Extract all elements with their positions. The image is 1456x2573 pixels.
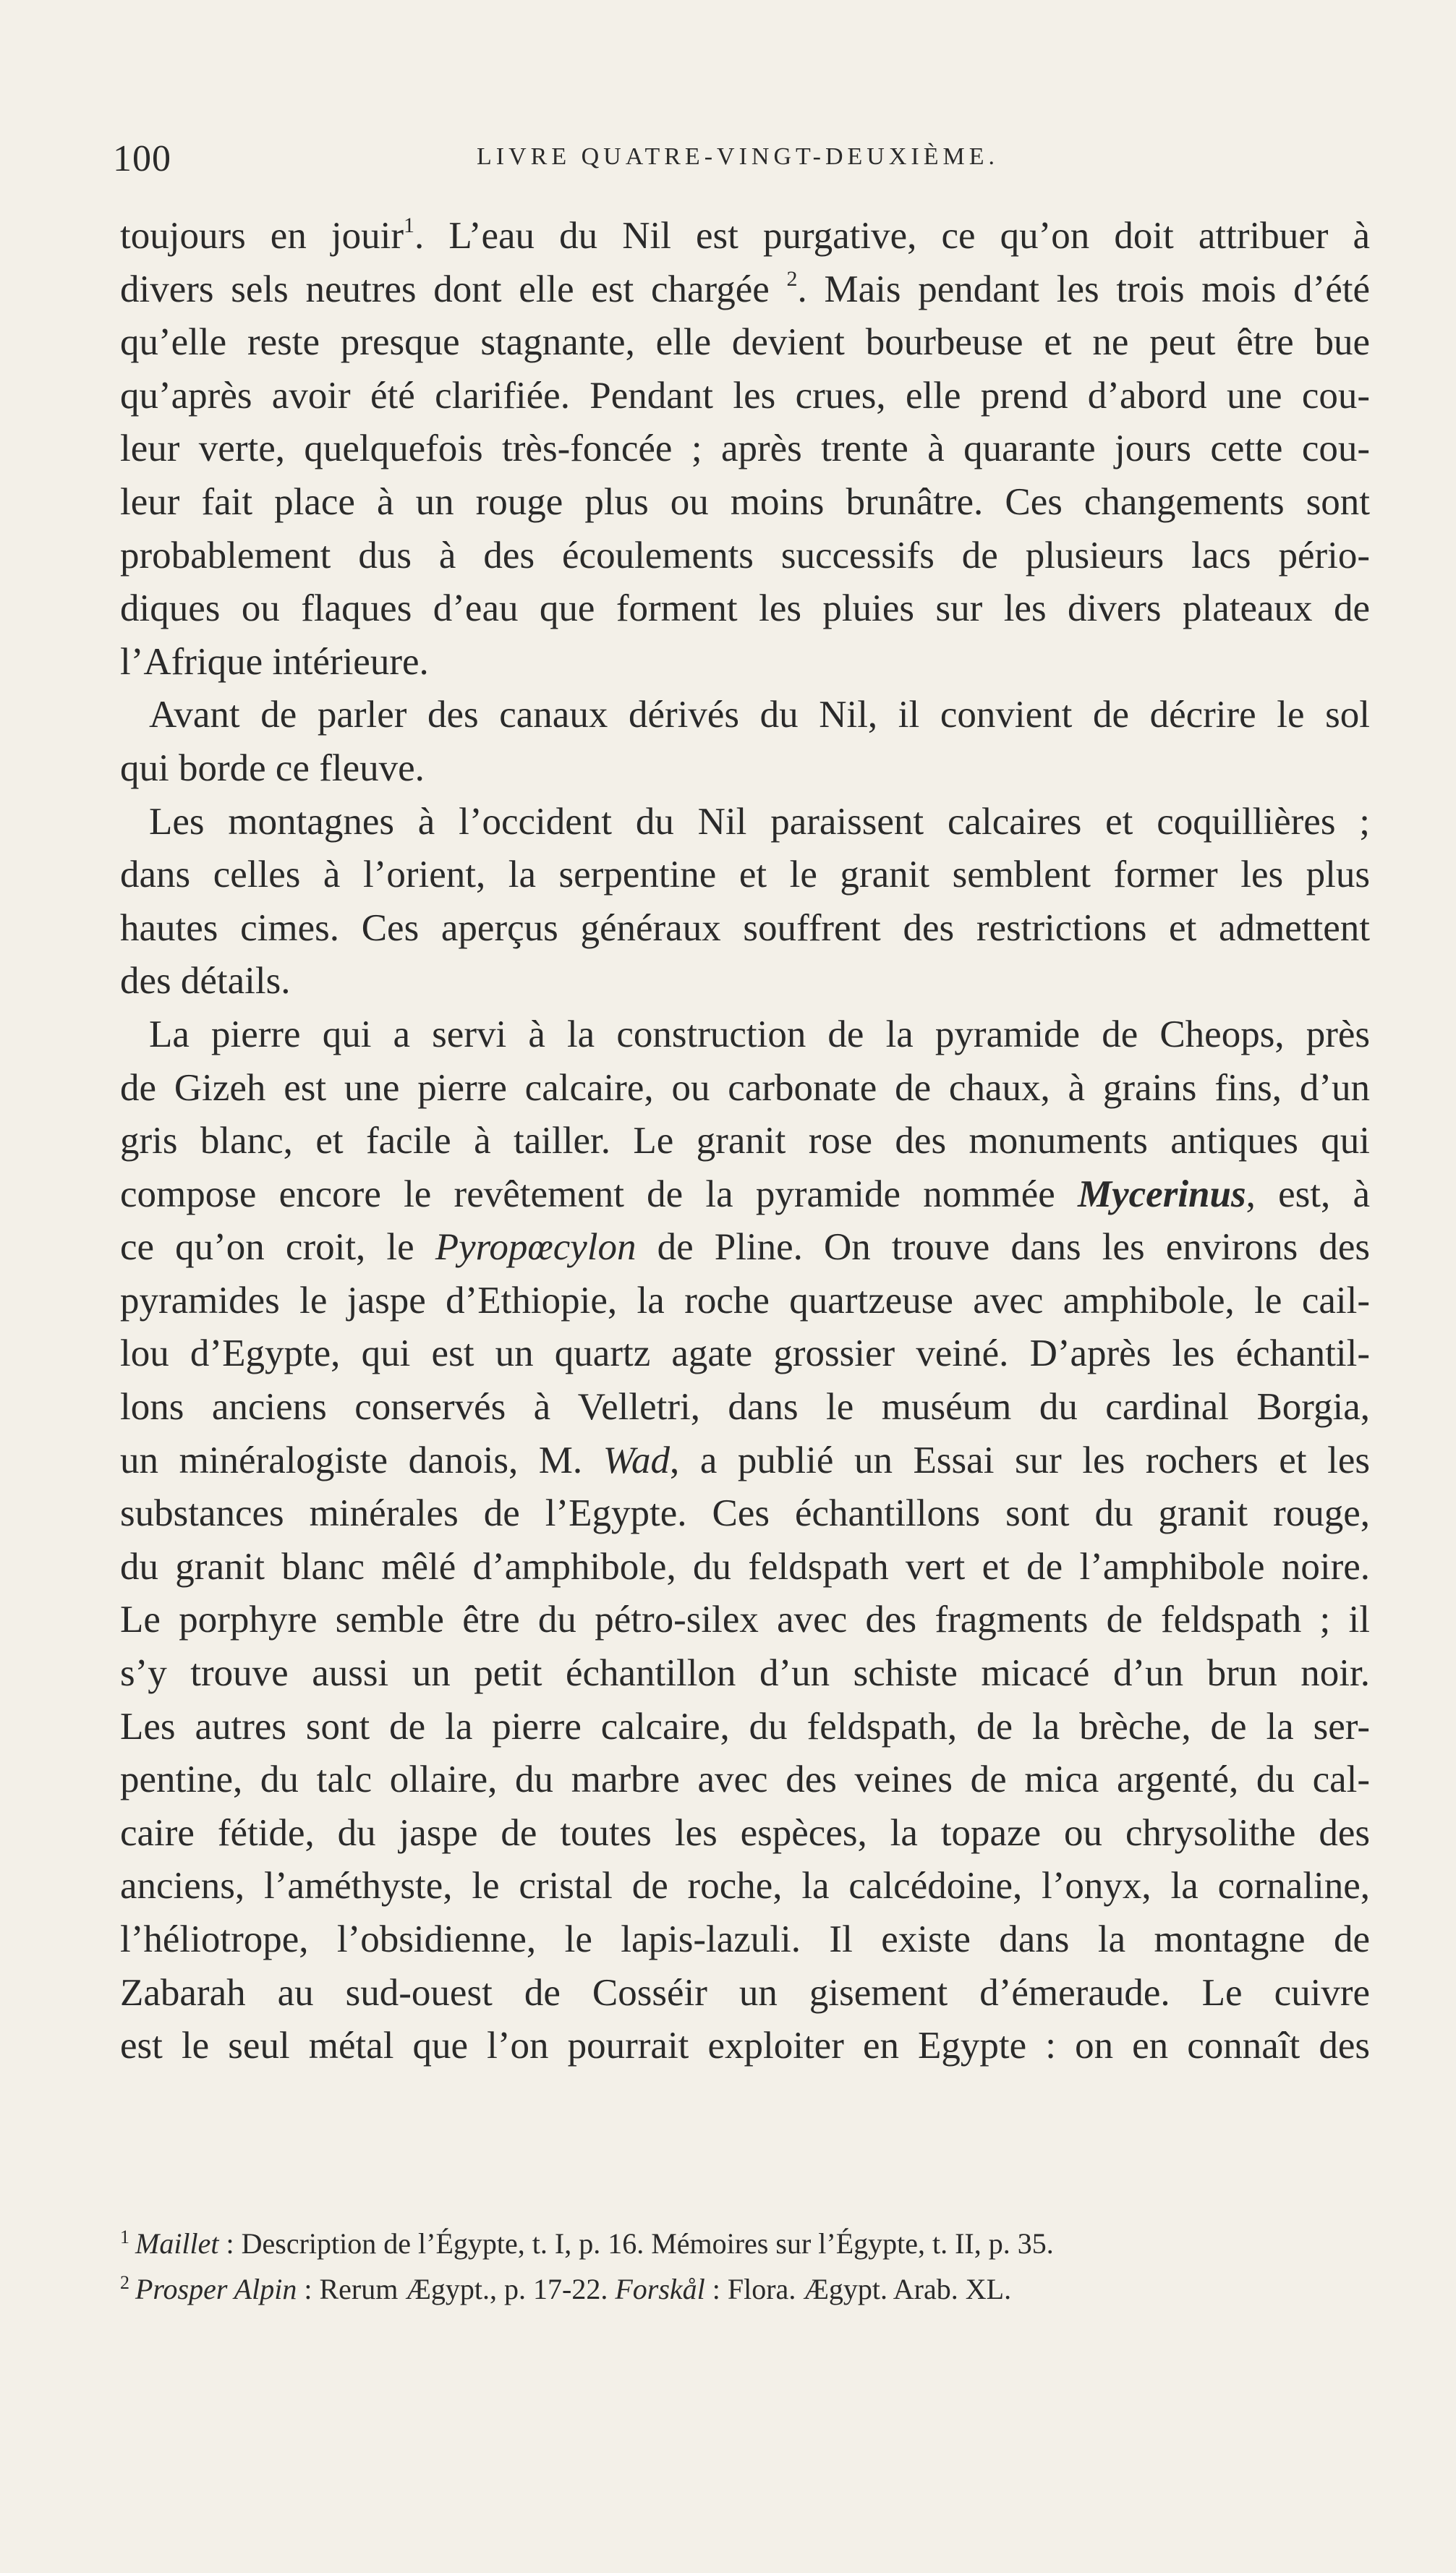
footnote-mark: 2 [120, 2272, 129, 2293]
text-line: divers sels neutres dont elle est chargée $^2$. Mais pendant les trois mois d’été [120, 266, 1370, 310]
text-line: qui borde ce fleuve. [120, 747, 425, 789]
text-line: pentine, du talc ollaire, du marbre avec des veines de mica argenté, du cal- [120, 1758, 1370, 1801]
running-head: LIVRE QUATRE-VINGT-DEUXIÈME. [477, 143, 999, 170]
text-line: de Gizeh est une pierre calcaire, ou carbonate de chaux, à grains fins, d’un [120, 1066, 1370, 1109]
page-header [101, 137, 1374, 188]
text-line: toujours en jouir$^1$. L’eau du Nil est purgative, ce qu’on doit attribuer à [120, 213, 1370, 257]
text-line: lou d’Egypte, qui est un quartz agate grossier veiné. D’après les échantil- [120, 1332, 1370, 1375]
footnote-ref: 2 [786, 266, 798, 291]
paragraph-start: La pierre qui a servi à la construction de la pyramide de Cheops, près [149, 1013, 1370, 1055]
paragraph-start: Avant de parler des canaux dérivés du Nil, il convient de décrire le sol [149, 694, 1370, 736]
italic-term: Pyropœcylon [435, 1226, 637, 1269]
italic-name: Wad [603, 1439, 670, 1481]
text-line: hautes cimes. Ces aperçus généraux souffrent des restrictions et admettent [120, 906, 1370, 949]
text-line: leur verte, quelquefois très-foncée ; après trente à quarante jours cette cou- [120, 428, 1370, 470]
footnote-text: : Description de l’Égypte, t. I, p. 16. Mémoires sur l’Égypte, t. II, p. 35. [218, 2227, 1054, 2260]
text-line: leur fait place à un rouge plus ou moins brunâtre. Ces changements sont [120, 480, 1370, 523]
footnote-ref: 1 [404, 213, 415, 237]
footnote-author: Prosper Alpin [135, 2273, 297, 2305]
text-line: du granit blanc mêlé d’amphibole, du feldspath vert et de l’amphibole noire. [120, 1545, 1370, 1588]
footnote-author: Maillet [135, 2227, 219, 2260]
footnote [120, 2263, 1370, 2309]
text-line: l’héliotrope, l’obsidienne, le lapis-lazuli. Il existe dans la montagne de [120, 1918, 1370, 1960]
text-line: caire fétide, du jaspe de toutes les espèces, la topaze ou chrysolithe des [120, 1811, 1370, 1854]
text-line: un minéralogiste danois, M. Wad, a publié un Essai sur les rochers et les [120, 1439, 1370, 1481]
text-line: est le seul métal que l’on pourrait exploiter en Egypte : on en connaît des [120, 2025, 1370, 2067]
footnote-mark: 1 [120, 2227, 129, 2247]
text-line: diques ou flaques d’eau que forment les pluies sur les divers plateaux de [120, 587, 1370, 630]
footnote-text: : Rerum Ægypt., p. 17-22. [297, 2273, 616, 2305]
text-line: Le porphyre semble être du pétro-silex avec des fragments de feldspath ; il [120, 1599, 1370, 1641]
text-line: gris blanc, et facile à tailler. Le granit rose des monuments antiques qui [120, 1120, 1370, 1162]
footnote-text: : Flora. Ægypt. Arab. XL. [704, 2273, 1012, 2305]
paragraph-start: Les montagnes à l’occident du Nil paraissent calcaires et coquillières ; [149, 800, 1370, 843]
text-line: ce qu’on croit, le Pyropœcylon de Pline. On trouve dans les environs des [120, 1226, 1370, 1269]
text-line: Les autres sont de la pierre calcaire, du feldspath, de la brèche, de la ser- [120, 1705, 1370, 1748]
text-line: l’Afrique intérieure. [120, 640, 429, 683]
body-text [120, 210, 1370, 2073]
text-line: compose encore le revêtement de la pyramide nommée Mycerinus, est, à [120, 1173, 1370, 1215]
text-line: probablement dus à des écoulements successifs de plusieurs lacs pério- [120, 534, 1370, 577]
footnote [120, 2218, 1370, 2263]
text-line: dans celles à l’orient, la serpentine et le granit semblent former les plus [120, 854, 1370, 896]
text-line: substances minérales de l’Egypte. Ces échantillons sont du granit rouge, [120, 1492, 1370, 1535]
text-line: anciens, l’améthyste, le cristal de roche, la calcédoine, l’onyx, la cornaline, [120, 1865, 1370, 1908]
text-line: des détails. [120, 960, 291, 1003]
italic-term: Mycerinus [1078, 1173, 1246, 1215]
footnote-author: Forskål [615, 2273, 705, 2305]
footnotes [120, 2218, 1370, 2309]
text-line: s’y trouve aussi un petit échantillon d’un schiste micacé d’un brun noir. [120, 1652, 1370, 1695]
text-line: qu’après avoir été clarifiée. Pendant les crues, elle prend d’abord une cou- [120, 374, 1370, 417]
text-line: lons anciens conservés à Velletri, dans le muséum du cardinal Borgia, [120, 1386, 1370, 1429]
text-line: pyramides le jaspe d’Ethiopie, la roche quartzeuse avec amphibole, le cail- [120, 1279, 1370, 1322]
text-line: qu’elle reste presque stagnante, elle devient bourbeuse et ne peut être bue [120, 321, 1370, 364]
text-line: Zabarah au sud-ouest de Cosséir un gisement d’émeraude. Le cuivre [120, 1971, 1370, 2014]
page-number: 100 [113, 138, 171, 179]
